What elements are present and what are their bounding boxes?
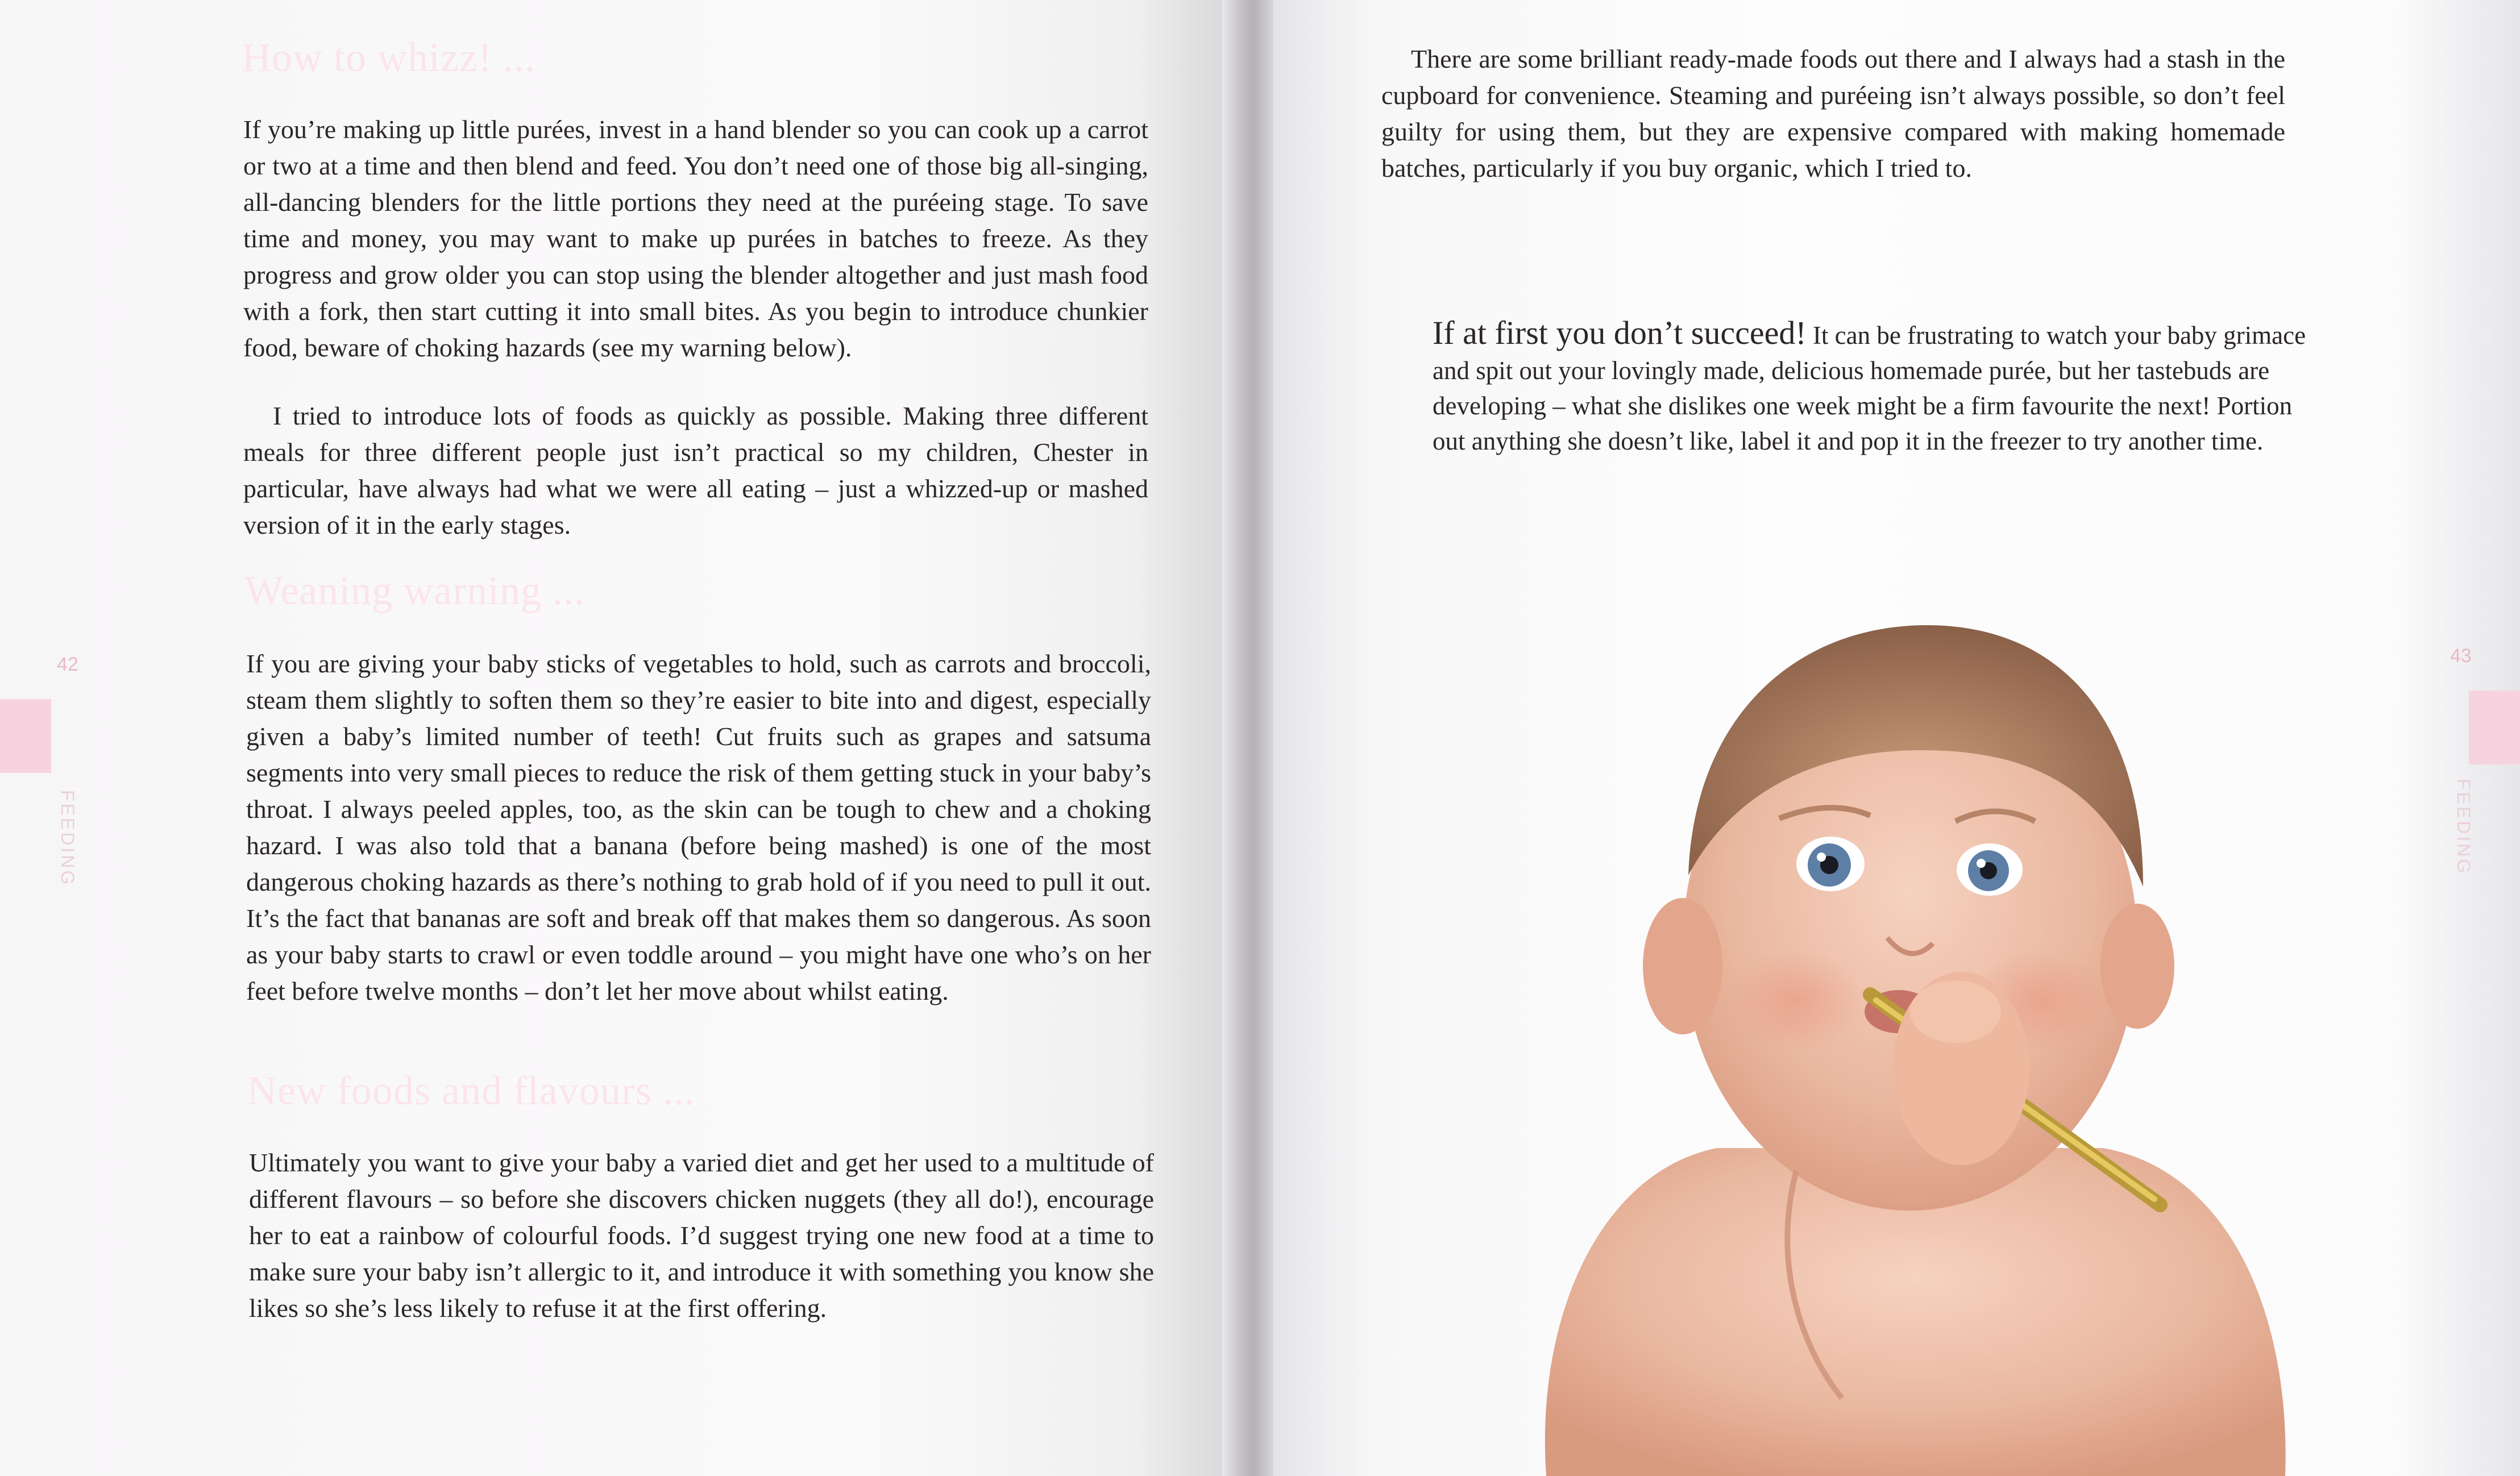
section-heading-how-to-whizz: How to whizz! ... xyxy=(242,35,535,80)
tip-box xyxy=(1433,315,2308,459)
tip-heading: If at first you don’t succeed! xyxy=(1433,314,1807,351)
section-heading-new-foods: New foods and flavours ... xyxy=(247,1068,695,1113)
paragraph-new-foods: Ultimately you want to give your baby a varied diet and get her used to a multitude of different flavours – so before she discovers chicken nuggets (they all do!), encourage her to eat a rainbow of colourful foods. I’d suggest trying one new food at a time to make sure your baby isn’t allergic to it, and introduce it with something you know she likes so she’s less likely to refuse it at the first offering. xyxy=(249,1148,1154,1323)
right-page-number: 43 xyxy=(2450,645,2472,667)
left-page-number: 42 xyxy=(57,654,78,675)
paragraph-how-to-whizz-2: I tried to introduce lots of foods as quickly as possible. Making three different meals for three different people just isn’t practical so my children, Chester in particular, have always had what we were all eating – just a whizzed-up or mashed version of it in the early stages. xyxy=(243,401,1148,539)
paragraph-weaning-warning: If you are giving your baby sticks of vegetables to hold, such as carrots and broccoli, steam them slightly to soften them so they’re easier to bite into and digest, especially given a baby’s limited number of teeth! Cut fruits such as grapes and satsuma segments into very small pieces to reduce the risk of them getting stuck in your baby’s throat. I always peeled apples, too, as the skin can be tough to chew and a choking hazard. I was also told that a banana (before being mashed) is one of the most dangerous choking hazards as there’s nothing to grab hold of if you need to pull it out. It’s the fact that bananas are soft and break off that makes them so dangerous. As soon as your baby starts to crawl or even toddle around – you might have one who’s on her feet before twelve months – don’t let her move about whilst eating. xyxy=(246,649,1151,1005)
baby-left-ear xyxy=(1643,898,1722,1034)
tip-body: It can be frustrating to watch your baby grimace and spit out your lovingly made, delicious homemade purée, but her tastebuds are developing – what she dislikes one week might be a firm favourite the next! Portion out anything she doesn’t like, label it and pop it in the freezer to try another time. xyxy=(1433,321,2306,455)
left-side-tab xyxy=(0,699,51,773)
paragraph-ready-made-foods: There are some brilliant ready-made foods out there and I always had a stash in the cupboard for convenience. Steaming and puréeing isn’t always possible, so don’t feel guilty for using them, but they are expensive compared with making homemade batches, particularly if you buy organic, which I tried to. xyxy=(1381,44,2285,182)
right-side-label: FEEDING xyxy=(2453,779,2474,876)
tip-text xyxy=(1433,315,2308,459)
baby-right-ear xyxy=(2100,904,2174,1029)
left-page xyxy=(0,0,1234,1476)
baby-with-spoon-photo xyxy=(1478,602,2342,1476)
baby-left-cheek xyxy=(1728,949,1865,1051)
left-side-label: FEEDING xyxy=(57,790,78,887)
right-side-tab xyxy=(2469,691,2520,764)
section-heading-weaning-warning: Weaning warning ... xyxy=(244,568,586,613)
paragraph-how-to-whizz-1: If you’re making up little purées, invest in a hand blender so you can cook up a carrot or two at a time and then blend and feed. You don’t need one of those big all-singing, all-dancing blenders for the little portions they need at the puréeing stage. To save time and money, you may want to make up purées in batches to freeze. As they progress and grow older you can stop using the blender altogether and just mash food with a fork, then start cutting it into small bites. As you begin to introduce chunkier food, beware of choking hazards (see my warning below). xyxy=(243,115,1148,362)
